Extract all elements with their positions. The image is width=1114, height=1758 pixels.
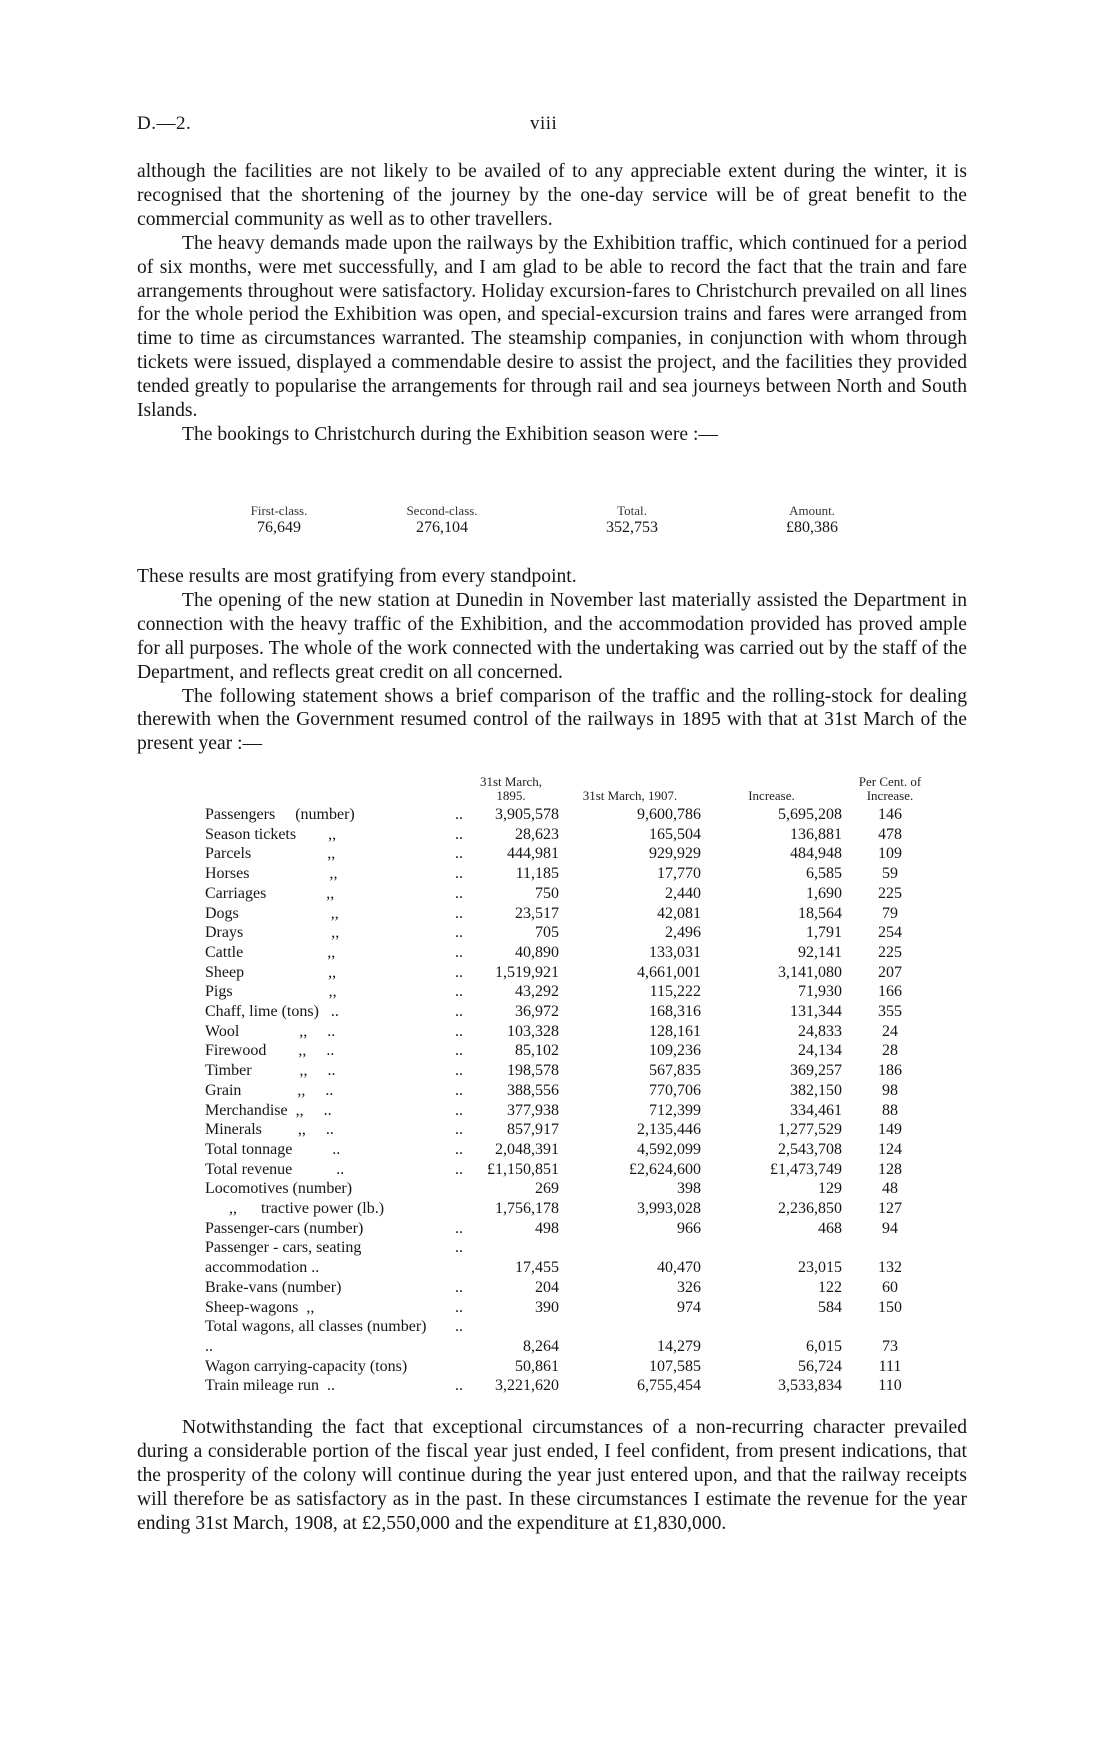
header-increase: Increase. [748, 788, 795, 803]
row-leader: .. [455, 825, 463, 843]
row-label: Wool ,, .. [205, 1022, 336, 1040]
row-item [205, 1002, 463, 1022]
value-percent: 110 [878, 1377, 902, 1395]
value-1907: 770,706 [649, 1081, 701, 1099]
value-1895: 388,556 [507, 1081, 559, 1099]
row-item [205, 1376, 463, 1396]
value-percent: 478 [878, 825, 902, 843]
table-row [205, 884, 938, 904]
row-item [205, 923, 463, 943]
value-increase: 24,833 [798, 1022, 842, 1040]
value-1907: 4,592,099 [637, 1140, 701, 1158]
table-row [205, 805, 938, 825]
value-1895: 269 [535, 1180, 559, 1198]
value-1907: 966 [677, 1219, 701, 1237]
value-1895: 23,517 [515, 904, 559, 922]
booking-second-class [377, 503, 507, 538]
value-1895: 1,756,178 [495, 1200, 559, 1218]
row-item [205, 864, 463, 884]
value-1895: 498 [535, 1219, 559, 1237]
table-row [205, 982, 938, 1002]
value-percent: 355 [878, 1003, 902, 1021]
paragraph: The following statement shows a brief comparison of the traffic and the rolling-stock for dealing therewith when the Government resumed control of the railways in 1895 with that at 31st March of the present year :— [137, 685, 967, 755]
row-leader: .. [455, 1278, 463, 1296]
row-leader: .. [455, 1062, 463, 1080]
value-percent: 60 [882, 1278, 898, 1296]
row-label: Horses ,, [205, 865, 338, 883]
value-increase: 584 [818, 1298, 842, 1316]
booking-label: Amount. [789, 503, 835, 518]
value-percent: 124 [878, 1140, 902, 1158]
value-percent: 73 [882, 1337, 898, 1355]
row-label: Parcels ,, [205, 845, 336, 863]
value-1907: 929,929 [649, 845, 701, 863]
table-row [205, 1238, 938, 1277]
paragraph: Notwithstanding the fact that exceptional circumstances of a non-recurring character prevailed during a considerable portion of the fiscal year just ended, I feel confident, from present indications, that the prosperity of the colony will continue during the year just entered upon, and that the railway receipts will therefore be as satisfactory as in the past. In these circumstances I estimate the revenue for the year ending 31st March, 1908, at £2,550,000 and the expenditure at £1,830,000. [137, 1417, 967, 1534]
booking-value: 276,104 [416, 519, 468, 536]
row-item [205, 1120, 463, 1140]
value-percent: 24 [882, 1022, 898, 1040]
row-label: Train mileage run .. [205, 1377, 336, 1395]
value-1895: 3,221,620 [495, 1377, 559, 1395]
row-label: Drays ,, [205, 924, 340, 942]
row-item [205, 1238, 463, 1277]
row-item [205, 1101, 463, 1121]
value-increase: £1,473,749 [770, 1160, 842, 1178]
text-block-top [137, 160, 967, 447]
table-row [205, 1101, 938, 1121]
row-item [205, 1022, 463, 1042]
paragraph: although the facilities are not likely to be availed of to any appreciable extent during the winter, it is recognised that the shortening of the journey by the one-day service will be of great benefit to the commercial community as well as to other travellers. [137, 161, 967, 230]
row-label: Wagon carrying-capacity (tons) [205, 1357, 408, 1375]
row-item [205, 1317, 463, 1356]
value-1907: 133,031 [649, 943, 701, 961]
value-increase: 6,585 [806, 865, 842, 883]
value-1907: 168,316 [649, 1003, 701, 1021]
row-leader: .. [455, 884, 463, 902]
row-leader: .. [455, 1160, 463, 1178]
value-1907: 14,279 [657, 1337, 701, 1355]
row-label: Minerals ,, .. [205, 1121, 334, 1139]
row-item [205, 1061, 463, 1081]
value-1907: 42,081 [657, 904, 701, 922]
row-item [205, 963, 463, 983]
value-1907: 6,755,454 [637, 1377, 701, 1395]
booking-value: 352,753 [606, 519, 658, 536]
value-increase: 484,948 [790, 845, 842, 863]
value-percent: 146 [878, 806, 902, 823]
value-increase: 136,881 [790, 825, 842, 843]
row-leader: .. [455, 806, 463, 823]
header-percent: Per Cent. of Increase. [858, 774, 922, 803]
table-row [205, 864, 938, 884]
booking-total [567, 503, 697, 538]
table-row [205, 1357, 938, 1377]
row-leader: .. [455, 924, 463, 942]
row-leader: .. [455, 865, 463, 883]
row-leader: .. [455, 845, 463, 863]
row-label: Sheep ,, [205, 963, 337, 981]
value-1907: £2,624,600 [629, 1160, 701, 1178]
row-label: Cattle ,, [205, 943, 336, 961]
table-row [205, 1298, 938, 1318]
table-row [205, 1002, 938, 1022]
row-leader: .. [455, 1022, 463, 1040]
paragraph: The opening of the new station at Dunedin in November last materially assisted the Department in connection with the heavy traffic of the Exhibition, and the accommodation provided has proved ample for all purposes. The whole of the work connected with the undertaking was carried out by the staff of the Department, and reflects great credit on all concerned. [137, 589, 967, 683]
value-percent: 111 [878, 1357, 902, 1375]
value-percent: 128 [878, 1160, 902, 1178]
row-leader: .. [455, 963, 463, 981]
row-leader: .. [455, 1003, 463, 1021]
row-item [205, 844, 463, 864]
table-row [205, 1140, 938, 1160]
row-label: Sheep-wagons ,, [205, 1298, 315, 1316]
value-1895: 3,905,578 [495, 806, 559, 823]
value-percent: 88 [882, 1101, 898, 1119]
table-row [205, 1041, 938, 1061]
header-item [205, 775, 463, 805]
row-item [205, 982, 463, 1002]
row-item [205, 1041, 463, 1061]
value-percent: 28 [882, 1042, 898, 1060]
text-block-bottom [137, 1416, 967, 1536]
value-increase: 18,564 [798, 904, 842, 922]
row-label: Dogs ,, [205, 904, 339, 922]
row-label: Locomotives (number) [205, 1180, 353, 1198]
value-increase: 129 [818, 1180, 842, 1198]
value-1895: 50,861 [515, 1357, 559, 1375]
value-percent: 94 [882, 1219, 898, 1237]
row-item [205, 1278, 463, 1298]
value-1895: 28,623 [515, 825, 559, 843]
table-row [205, 923, 938, 943]
booking-value: £80,386 [786, 519, 838, 536]
row-item [205, 1219, 463, 1239]
row-label: Total revenue .. [205, 1160, 345, 1178]
row-item [205, 1160, 463, 1180]
value-1895: 11,185 [515, 865, 559, 883]
row-label: Brake-vans (number) [205, 1278, 342, 1296]
value-1895: 1,519,921 [495, 963, 559, 981]
booking-amount [747, 503, 877, 538]
value-1907: 9,600,786 [637, 806, 701, 823]
row-leader: .. [455, 943, 463, 961]
value-1907: 712,399 [649, 1101, 701, 1119]
value-percent: 150 [878, 1298, 902, 1316]
value-1895: 43,292 [515, 983, 559, 1001]
value-1907: 4,661,001 [637, 963, 701, 981]
value-increase: 3,141,080 [778, 963, 842, 981]
value-1907: 2,135,446 [637, 1121, 701, 1139]
value-percent: 225 [878, 884, 902, 902]
value-increase: 1,277,529 [778, 1121, 842, 1139]
value-1907: 2,440 [665, 884, 701, 902]
value-percent: 127 [878, 1200, 902, 1218]
row-leader: .. [455, 1081, 463, 1099]
value-1895: £1,150,851 [487, 1160, 559, 1178]
table-row [205, 1317, 938, 1356]
value-increase: 56,724 [798, 1357, 842, 1375]
value-1907: 3,993,028 [637, 1200, 701, 1218]
table-row [205, 1179, 938, 1199]
value-percent: 79 [882, 904, 898, 922]
value-increase: 71,930 [798, 983, 842, 1001]
value-percent: 225 [878, 943, 902, 961]
table-row [205, 825, 938, 845]
value-increase: 1,690 [806, 884, 842, 902]
booking-label: First-class. [250, 503, 308, 518]
row-item [205, 1081, 463, 1101]
value-increase: 2,543,708 [778, 1140, 842, 1158]
value-increase: 382,150 [790, 1081, 842, 1099]
booking-first-class [214, 503, 344, 538]
value-1895: 390 [535, 1298, 559, 1316]
value-percent: 149 [878, 1121, 902, 1139]
table-row [205, 1219, 938, 1239]
value-1895: 750 [535, 884, 559, 902]
row-leader: .. [455, 1318, 463, 1336]
table-row [205, 1278, 938, 1298]
value-1895: 103,328 [507, 1022, 559, 1040]
value-1907: 17,770 [657, 865, 701, 883]
row-item [205, 1298, 463, 1318]
table-row [205, 1376, 938, 1396]
value-increase: 6,015 [806, 1337, 842, 1355]
row-item [205, 825, 463, 845]
row-item [205, 904, 463, 924]
row-label: Passengers (number) [205, 806, 355, 823]
table-row [205, 963, 938, 983]
value-increase: 122 [818, 1278, 842, 1296]
value-percent: 186 [878, 1062, 902, 1080]
table-row [205, 1081, 938, 1101]
value-1907: 115,222 [649, 983, 701, 1001]
table-row [205, 844, 938, 864]
booking-label: Total. [617, 503, 647, 518]
table-body [205, 805, 938, 1396]
value-1907: 398 [677, 1180, 701, 1198]
row-label: Pigs ,, [205, 983, 337, 1001]
value-1907: 128,161 [649, 1022, 701, 1040]
traffic-comparison-table [205, 775, 938, 1396]
value-1895: 444,981 [507, 845, 559, 863]
row-leader: .. [455, 1239, 463, 1257]
row-label: ,, tractive power (lb.) [205, 1200, 385, 1218]
value-1895: 17,455 [515, 1259, 559, 1277]
row-leader: .. [455, 904, 463, 922]
row-leader: .. [455, 1377, 463, 1395]
value-percent: 98 [882, 1081, 898, 1099]
value-1895: 85,102 [515, 1042, 559, 1060]
value-1895: 8,264 [523, 1337, 559, 1355]
row-item [205, 1357, 463, 1377]
value-increase: 334,461 [790, 1101, 842, 1119]
booking-value: 76,649 [257, 519, 301, 536]
row-leader: .. [455, 1121, 463, 1139]
value-percent: 59 [882, 865, 898, 883]
value-1895: 857,917 [507, 1121, 559, 1139]
row-leader: .. [455, 1298, 463, 1316]
value-1895: 705 [535, 924, 559, 942]
value-percent: 109 [878, 845, 902, 863]
value-increase: 23,015 [798, 1259, 842, 1277]
header-1895: 31st March, 1895. [479, 774, 543, 803]
value-increase: 24,134 [798, 1042, 842, 1060]
text-block-middle [137, 565, 967, 756]
row-leader: .. [455, 1219, 463, 1237]
value-increase: 2,236,850 [778, 1200, 842, 1218]
value-1907: 40,470 [657, 1259, 701, 1277]
page-reference: D.—2. [137, 113, 192, 134]
value-1907: 107,585 [649, 1357, 701, 1375]
value-1907: 2,496 [665, 924, 701, 942]
value-increase: 1,791 [806, 924, 842, 942]
row-leader: .. [455, 1101, 463, 1119]
table-row [205, 1160, 938, 1180]
value-1907: 974 [677, 1298, 701, 1316]
value-percent: 254 [878, 924, 902, 942]
paragraph: These results are most gratifying from every standpoint. [137, 566, 577, 587]
row-label: Passenger - cars, seating accommodation .. [205, 1239, 362, 1277]
row-leader: .. [455, 1140, 463, 1158]
value-1907: 326 [677, 1278, 701, 1296]
row-item [205, 1199, 463, 1219]
row-item [205, 1179, 463, 1199]
value-increase: 3,533,834 [778, 1377, 842, 1395]
row-label: Timber ,, .. [205, 1062, 336, 1080]
row-item [205, 884, 463, 904]
row-label: Grain ,, .. [205, 1081, 334, 1099]
row-label: Merchandise ,, .. [205, 1101, 332, 1119]
header-1907: 31st March, 1907. [582, 788, 678, 803]
table-row [205, 904, 938, 924]
value-1895: 204 [535, 1278, 559, 1296]
paragraph: The bookings to Christchurch during the Exhibition season were :— [182, 423, 719, 445]
value-1895: 40,890 [515, 943, 559, 961]
value-increase: 131,344 [790, 1003, 842, 1021]
value-1895: 2,048,391 [495, 1140, 559, 1158]
row-label: Passenger-cars (number) [205, 1219, 364, 1237]
row-label: Season tickets ,, [205, 825, 337, 843]
page-number: viii [530, 113, 558, 134]
value-1895: 377,938 [507, 1101, 559, 1119]
table-row [205, 1061, 938, 1081]
table-row [205, 1022, 938, 1042]
value-increase: 92,141 [798, 943, 842, 961]
table-row [205, 1199, 938, 1219]
booking-label: Second-class. [406, 503, 478, 518]
value-increase: 369,257 [790, 1062, 842, 1080]
row-label: Total wagons, all classes (number) .. [205, 1318, 427, 1355]
value-percent: 166 [878, 983, 902, 1001]
value-increase: 468 [818, 1219, 842, 1237]
value-increase: 5,695,208 [778, 806, 842, 823]
value-1907: 109,236 [649, 1042, 701, 1060]
paragraph: The heavy demands made upon the railways by the Exhibition traffic, which continued for a period of six months, were met successfully, and I am glad to be able to record the fact that the train and fare arrangements throughout were satisfactory. Holiday excursion-fares to Christchurch prevailed on all lines for the whole period the Exhibition was open, and special-excursion trains and fares were arranged from time to time as circumstances warranted. The steamship companies, in conjunction with whom through tickets were issued, displayed a commendable desire to assist the project, and the facilities they provided tended greatly to popularise the arrangements for through rail and sea journeys between North and South Islands. [137, 232, 967, 422]
value-1895: 198,578 [507, 1062, 559, 1080]
row-label: Chaff, lime (tons) .. [205, 1003, 339, 1021]
row-label: Firewood ,, .. [205, 1042, 335, 1060]
row-item [205, 805, 463, 825]
value-1895: 36,972 [515, 1003, 559, 1021]
row-label: Carriages ,, [205, 884, 335, 902]
value-percent: 207 [878, 963, 902, 981]
value-1907: 165,504 [649, 825, 701, 843]
table-row [205, 1120, 938, 1140]
row-item [205, 1140, 463, 1160]
row-leader: .. [455, 1042, 463, 1060]
value-percent: 132 [878, 1259, 902, 1277]
row-label: Total tonnage .. [205, 1140, 341, 1158]
table-header-row [205, 775, 938, 805]
row-leader: .. [455, 983, 463, 1001]
value-percent: 48 [882, 1180, 898, 1198]
row-item [205, 943, 463, 963]
value-1907: 567,835 [649, 1062, 701, 1080]
table-row [205, 943, 938, 963]
